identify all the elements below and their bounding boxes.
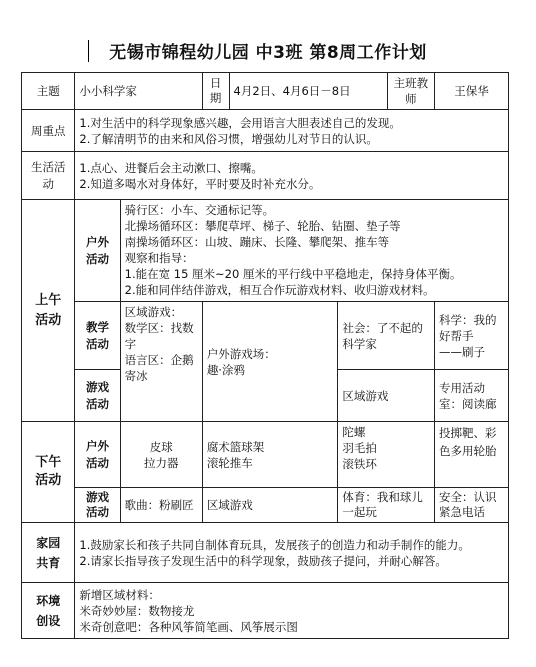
life-content (75, 152, 509, 200)
morning-game-label: 游戏活动 (75, 370, 120, 422)
afternoon-col3 (338, 422, 435, 488)
morning-outdoor-content (120, 200, 508, 302)
ball-text: 皮球 (149, 439, 173, 454)
area-line-1: 区域游戏： (124, 305, 183, 319)
afternoon-game-label: 游戏活动 (75, 488, 120, 523)
date-label: 日期 (202, 73, 229, 110)
basket-text: 腐术篮球架 (206, 439, 265, 454)
family-line-2: 2.请家长指导孩子发现生活中的科学现象，鼓励孩子提问，并耐心解答。 (79, 553, 447, 568)
morning-outdoor-row (22, 200, 509, 302)
focus-content (75, 110, 509, 152)
family-content (75, 523, 509, 583)
afternoon-outdoor-row (22, 422, 509, 488)
teacher-value: 王保华 (434, 73, 508, 110)
hoop-text: 滚铁环 (342, 457, 377, 471)
focus-label: 周重点 (22, 110, 75, 152)
area-line-2: 数学区：找数字 (124, 321, 194, 351)
outdoor-line-1: 骑行区：小车、交通标记等。 (124, 203, 275, 217)
morning-teaching-label: 教学活动 (75, 302, 120, 370)
afternoon-outdoor-label: 户外活动 (75, 422, 120, 488)
pe-cell: 体育：我和球儿一起玩 (338, 488, 435, 523)
society-cell: 社会：了不起的科学家 (338, 302, 435, 370)
life-line-2: 2.知道多喝水对身体好，平时要及时补充水分。 (79, 176, 321, 191)
outdoor-line-2: 北操场循环区：攀爬草坪、梯子、轮胎、钻圈、垫子等 (124, 219, 401, 233)
safety-cell: 安全：认识紧急电话 (434, 488, 508, 523)
science-line-2: ——刷子 (438, 344, 485, 359)
morning-teaching-row (22, 302, 509, 370)
outdoor-line-6: 2.能和同伴结伴游戏，相互合作玩游戏材料、收归游戏材料。 (124, 283, 435, 297)
theme-label: 主题 (22, 73, 75, 110)
morning-area-game: 区域游戏 (338, 370, 435, 422)
environment-label: 环境创设 (22, 583, 75, 639)
outdoor-line-3: 南操场循环区：山坡、蹦床、长隆、攀爬架、推车等 (124, 235, 390, 249)
focus-row (22, 110, 509, 152)
focus-line-2: 2.了解清明节的由来和风俗习惯，增强幼儿对节日的认识。 (79, 131, 378, 146)
header-row (22, 73, 509, 110)
afternoon-game-row (22, 488, 509, 523)
date-value: 4月2日、4月6日－8日 (229, 73, 387, 110)
family-row (22, 523, 509, 583)
puller-text: 拉力器 (143, 455, 179, 470)
family-label: 家园共育 (22, 523, 75, 583)
special-room-cell: 专用活动室：阅读廊 (434, 370, 508, 422)
family-line-1: 1.鼓励家长和孩子共同自制体育玩具，发展孩子的创造力和动手制作的能力。 (79, 537, 470, 552)
afternoon-col1 (120, 422, 202, 488)
outdoor-game-line-2: 趣·涂鸦 (206, 362, 245, 377)
cart-text: 滚轮推车 (206, 455, 253, 470)
teacher-label: 主班教师 (387, 73, 434, 110)
life-line-1: 1.点心、进餐后会主动漱口、擦嘴。 (79, 160, 263, 175)
env-line-2: 米奇妙妙屋：数物接龙 (79, 603, 195, 618)
afternoon-area-game: 区域游戏 (202, 488, 338, 523)
outdoor-game-line-1: 户外游戏场： (206, 346, 276, 361)
outdoor-line-5: 1.能在宽 15 厘米~20 厘米的平行线中平稳地走，保持身体平衡。 (124, 267, 462, 281)
life-label: 生活活动 (22, 152, 75, 200)
song-cell: 歌曲：粉刷匠 (120, 488, 202, 523)
morning-label: 上午活动 (22, 200, 75, 422)
science-line-1: 科学：我的好帮手 (438, 312, 497, 343)
theme-value: 小小科学家 (75, 73, 202, 110)
morning-outdoor-label: 户外活动 (75, 200, 120, 302)
top-text: 陀螺 (342, 425, 366, 439)
outdoor-line-4: 观察和指导： (124, 251, 194, 265)
afternoon-col2 (202, 422, 338, 488)
focus-line-1: 1.对生活中的科学现象感兴趣，会用语言大胆表述自己的发现。 (79, 115, 401, 130)
environment-row (22, 583, 509, 639)
afternoon-label: 下午活动 (22, 422, 75, 523)
text-cursor (88, 40, 89, 62)
life-row (22, 152, 509, 200)
env-line-3: 米奇创意吧：各种风筝简笔画、风筝展示图 (79, 619, 298, 634)
outdoor-game-cell (202, 302, 338, 422)
area-line-3: 语言区：企鹅寄冰 (124, 353, 194, 383)
env-line-1: 新增区域材料： (79, 587, 160, 602)
environment-content (75, 583, 509, 639)
weekly-plan-table (21, 72, 509, 639)
afternoon-col4: 投掷靶、彩色多用轮胎 (434, 422, 508, 488)
area-game-cell (120, 302, 202, 422)
shuttle-text: 羽毛拍 (342, 441, 377, 455)
page-title: 无锡市锦程幼儿园 中3班 第8周工作计划 (109, 43, 427, 63)
science-cell (434, 302, 508, 370)
